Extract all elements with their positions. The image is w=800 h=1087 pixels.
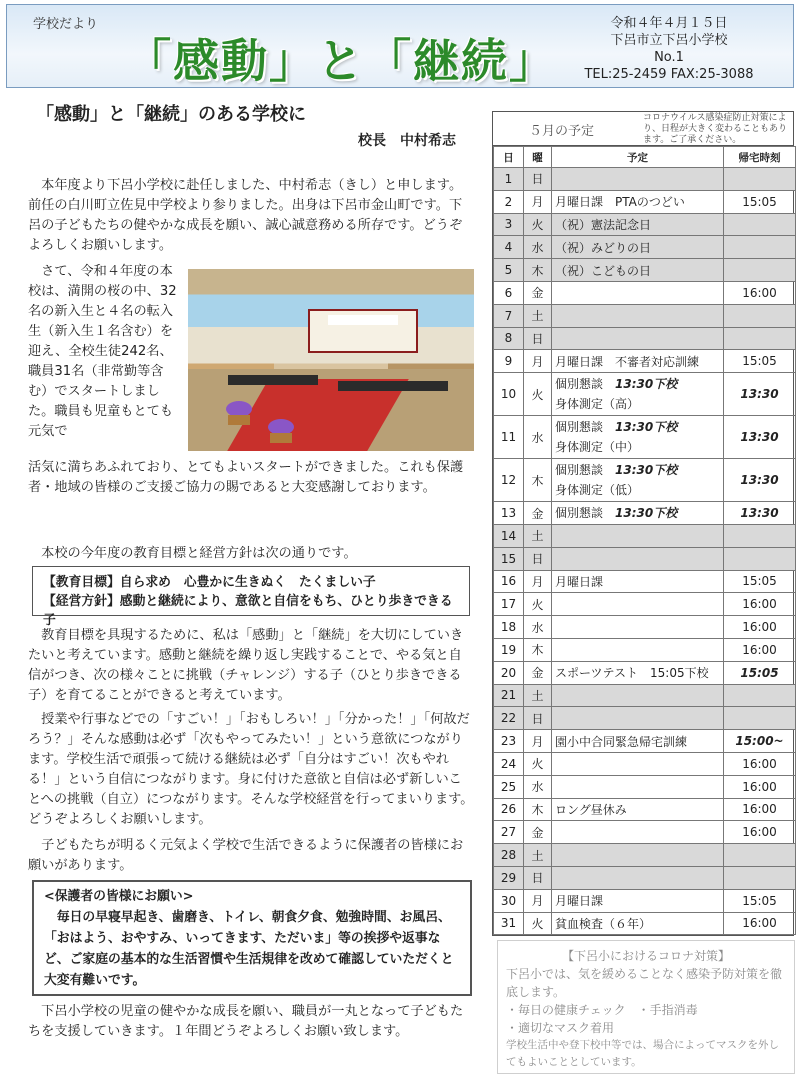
schedule-row: [494, 373, 796, 416]
schedule-return-time: [724, 524, 796, 547]
schedule-weekday: 木: [524, 798, 552, 821]
col-return-time: 帰宅時刻: [724, 147, 796, 168]
schedule-plan: （祝）こどもの日: [552, 259, 724, 282]
schedule-day: 28: [494, 844, 524, 867]
schedule-return-time: [724, 707, 796, 730]
schedule-return-time: 16:00: [724, 752, 796, 775]
education-goal-box: [32, 566, 470, 628]
schedule-row: [494, 327, 796, 350]
photo-banner: [328, 315, 398, 325]
schedule-day: 22: [494, 707, 524, 730]
schedule-plan: 園小中合同緊急帰宅訓練: [552, 730, 724, 753]
schedule-weekday: 月: [524, 570, 552, 593]
contact-info: TEL:25-2459 FAX:25-3088: [584, 67, 754, 82]
schedule-plan: [552, 593, 724, 616]
schedule-weekday: 火: [524, 373, 552, 416]
schedule-day: 12: [494, 459, 524, 502]
schedule-plan: スポーツテスト 15:05下校: [552, 661, 724, 684]
schedule-plan: [552, 502, 724, 525]
schedule-weekday: 月: [524, 889, 552, 912]
schedule-note: コロナウイルス感染症防止対策により、日程が大きく変わることもあります。ご了承ください。: [643, 113, 788, 145]
schedule-row: [494, 259, 796, 282]
schedule-weekday: 日: [524, 168, 552, 191]
schedule-weekday: 金: [524, 821, 552, 844]
col-plan: 予定: [552, 147, 724, 168]
schedule-return-time: 13:30: [724, 416, 796, 459]
schedule-plan-line: [555, 374, 720, 394]
schedule-row: [494, 616, 796, 639]
paragraph-closing: 下呂小学校の児童の健やかな成長を願い、職員が一丸となって子どもたちを支援していきます。１年間どうぞよろしくお願い致します。: [28, 1004, 464, 1039]
schedule-return-time: [724, 304, 796, 327]
schedule-day: 24: [494, 752, 524, 775]
schedule-day: 11: [494, 416, 524, 459]
schedule-return-time: 15:05: [724, 350, 796, 373]
schedule-header: [493, 112, 793, 146]
schedule-row: [494, 570, 796, 593]
schedule-day: 25: [494, 775, 524, 798]
may-schedule: [492, 111, 794, 936]
schedule-day: 16: [494, 570, 524, 593]
schedule-return-time: 15:00~: [724, 730, 796, 753]
schedule-return-time: 15:05: [724, 661, 796, 684]
schedule-day: 30: [494, 889, 524, 912]
schedule-return-time: [724, 684, 796, 707]
entrance-ceremony-photo: [188, 269, 474, 451]
schedule-rows: [494, 168, 796, 935]
management-policy: 【経営方針】感動と継続により、意欲と自信をもち、ひとり歩きできる子: [43, 594, 453, 628]
schedule-weekday: 火: [524, 593, 552, 616]
corona-measures-box: [497, 940, 795, 1074]
schedule-plan: [552, 304, 724, 327]
schedule-day: 13: [494, 502, 524, 525]
schedule-plan: [552, 327, 724, 350]
schedule-weekday: 水: [524, 416, 552, 459]
schedule-row: [494, 889, 796, 912]
schedule-row: [494, 416, 796, 459]
schedule-table: [493, 146, 796, 935]
schedule-plan-text: 個別懇談: [555, 506, 604, 521]
schedule-day: 29: [494, 866, 524, 889]
schedule-plan: [552, 844, 724, 867]
paragraph-start-wrap: さて、令和４年度の本校は、満開の桜の中、32名の新入生と４名の転入生（新入生１名含む）を迎え、全校生徒242名、職員31名（非常勤等含む）でスタートしました。職員も児童もとても元気で: [28, 264, 177, 439]
schedule-plan-line: [555, 503, 720, 523]
newsletter-kicker: 学校だより: [33, 17, 99, 32]
schedule-row: [494, 775, 796, 798]
schedule-row: [494, 730, 796, 753]
schedule-weekday: 水: [524, 616, 552, 639]
corona-item-2: ・適切なマスク着用: [506, 1021, 615, 1035]
schedule-day: 27: [494, 821, 524, 844]
schedule-return-time: 16:00: [724, 798, 796, 821]
schedule-plan: [552, 373, 724, 416]
schedule-row: [494, 524, 796, 547]
schedule-weekday: 月: [524, 350, 552, 373]
photo-students-row: [338, 381, 448, 391]
schedule-plan: （祝）憲法記念日: [552, 213, 724, 236]
schedule-weekday: 土: [524, 304, 552, 327]
schedule-weekday: 金: [524, 661, 552, 684]
schedule-return-time: [724, 259, 796, 282]
schedule-plan: [552, 821, 724, 844]
schedule-row: [494, 281, 796, 304]
schedule-day: 18: [494, 616, 524, 639]
schedule-row: [494, 236, 796, 259]
issue-number: No.1: [654, 50, 684, 65]
schedule-return-time: [724, 547, 796, 570]
schedule-weekday: 月: [524, 730, 552, 753]
newsletter-header: [6, 4, 794, 88]
schedule-return-time: 16:00: [724, 593, 796, 616]
schedule-row: [494, 752, 796, 775]
schedule-weekday: 木: [524, 638, 552, 661]
schedule-plan: [552, 752, 724, 775]
newsletter-title: 「感動」と「継続」: [125, 34, 557, 88]
schedule-row: [494, 547, 796, 570]
parent-request-box: [32, 880, 472, 996]
schedule-day: 6: [494, 281, 524, 304]
schedule-weekday: 金: [524, 502, 552, 525]
schedule-plan: [552, 281, 724, 304]
schedule-return-time: [724, 866, 796, 889]
schedule-row: [494, 912, 796, 935]
schedule-plan: [552, 416, 724, 459]
schedule-weekday: 水: [524, 236, 552, 259]
schedule-row: [494, 707, 796, 730]
corona-title: 【下呂小におけるコロナ対策】: [561, 949, 730, 963]
schedule-return-time: 13:30: [724, 373, 796, 416]
schedule-weekday: 月: [524, 190, 552, 213]
schedule-day: 31: [494, 912, 524, 935]
schedule-weekday: 火: [524, 752, 552, 775]
schedule-day: 19: [494, 638, 524, 661]
corona-item-1: ・毎日の健康チェック ・手指消毒: [506, 1003, 698, 1017]
schedule-day: 15: [494, 547, 524, 570]
schedule-row: [494, 593, 796, 616]
education-goal: 【教育目標】自ら求め 心豊かに生きぬく たくましい子: [43, 575, 376, 590]
schedule-row: [494, 459, 796, 502]
schedule-row: [494, 638, 796, 661]
schedule-return-time: 15:05: [724, 190, 796, 213]
schedule-weekday: 木: [524, 459, 552, 502]
col-day: 日: [494, 147, 524, 168]
schedule-plan: [552, 524, 724, 547]
schedule-dismissal-time: 13:30下校: [615, 463, 678, 478]
schedule-row: [494, 821, 796, 844]
schedule-plan-text: 個別懇談: [555, 377, 604, 392]
schedule-row: [494, 350, 796, 373]
schedule-plan-line-2: 身体測定（中）: [555, 440, 640, 455]
schedule-return-time: 16:00: [724, 638, 796, 661]
schedule-row: [494, 684, 796, 707]
schedule-weekday: 日: [524, 866, 552, 889]
schedule-day: 17: [494, 593, 524, 616]
schedule-title: ５月の予定: [529, 124, 595, 139]
issue-info: [569, 15, 769, 83]
schedule-return-time: 13:30: [724, 502, 796, 525]
paragraph-kando-keizoku: 教育目標を具現するために、私は「感動」と「継続」を大切にしていきたいと考えています。感動と継続を繰り返し実践することで、やる気と自信がつき、次の様々ことに挑戦（チャレンジ）する子（ひとり歩きできる子）を育てることができると考えています。: [28, 628, 464, 703]
schedule-plan-text: 個別懇談: [555, 420, 604, 435]
schedule-return-time: 13:30: [724, 459, 796, 502]
schedule-return-time: [724, 327, 796, 350]
schedule-plan: [552, 684, 724, 707]
schedule-weekday: 土: [524, 524, 552, 547]
schedule-plan-line: [555, 417, 720, 437]
schedule-day: 26: [494, 798, 524, 821]
photo-flower-pot: [228, 415, 250, 425]
paragraph-intro: 本年度より下呂小学校に赴任しました、中村希志（きし）と申します。前任の白川町立佐見中学校より参りました。出身は下呂市金山町です。下呂の子どもたちの健やかな成長を願い、誠心誠意務める所存です。どうぞよろしくお願いします。: [28, 178, 463, 253]
schedule-day: 7: [494, 304, 524, 327]
schedule-row: [494, 304, 796, 327]
schedule-return-time: 16:00: [724, 775, 796, 798]
photo-flower-pot: [270, 433, 292, 443]
schedule-plan: [552, 616, 724, 639]
schedule-day: 10: [494, 373, 524, 416]
schedule-weekday: 土: [524, 684, 552, 707]
schedule-day: 20: [494, 661, 524, 684]
schedule-row: [494, 844, 796, 867]
schedule-plan-line-2: 身体測定（低）: [555, 483, 640, 498]
schedule-row: [494, 798, 796, 821]
schedule-plan: ロング昼休み: [552, 798, 724, 821]
schedule-return-time: 15:05: [724, 889, 796, 912]
paragraph-start-cont: 活気に満ちあふれており、とてもよいスタートができました。これも保護者・地域の皆様のご支援ご協力の賜であると大変感謝しております。: [28, 460, 464, 495]
schedule-day: 4: [494, 236, 524, 259]
schedule-plan: 月曜日課: [552, 889, 724, 912]
schedule-return-time: [724, 236, 796, 259]
schedule-weekday: 日: [524, 547, 552, 570]
schedule-return-time: 16:00: [724, 912, 796, 935]
schedule-row: [494, 866, 796, 889]
schedule-plan: [552, 547, 724, 570]
schedule-weekday: 土: [524, 844, 552, 867]
schedule-row: [494, 213, 796, 236]
schedule-weekday: 日: [524, 327, 552, 350]
article-author: 校長 中村希志: [358, 133, 456, 149]
parent-request-body: 毎日の早寝早起き、歯磨き、トイレ、朝食夕食、勉強時間、お風呂、「おはよう、おやすみ、いってきます、ただいま」等の挨拶や返事など、ご家庭の基本的な生活習慣や生活規律を改めて確認していただくと大変有難いです。: [44, 910, 454, 988]
paragraph-goals-lead: 本校の今年度の教育目標と経営方針は次の通りです。: [28, 546, 357, 561]
schedule-plan: [552, 775, 724, 798]
parent-request-heading: <保護者の皆様にお願い>: [44, 889, 194, 904]
schedule-plan-text: 個別懇談: [555, 463, 604, 478]
schedule-plan-line-2: 身体測定（高）: [555, 397, 640, 412]
photo-students-row: [228, 375, 318, 385]
schedule-plan: [552, 168, 724, 191]
schedule-return-time: [724, 168, 796, 191]
schedule-row: [494, 190, 796, 213]
schedule-weekday: 金: [524, 281, 552, 304]
schedule-weekday: 日: [524, 707, 552, 730]
schedule-return-time: 16:00: [724, 281, 796, 304]
schedule-column-headers: [494, 147, 796, 168]
corona-lead: 下呂小では、気を緩めることなく感染予防対策を徹底します。: [506, 967, 783, 999]
schedule-day: 1: [494, 168, 524, 191]
school-name: 下呂市立下呂小学校: [610, 33, 728, 48]
schedule-plan: 月曜日課: [552, 570, 724, 593]
schedule-row: [494, 502, 796, 525]
schedule-weekday: 木: [524, 259, 552, 282]
schedule-day: 21: [494, 684, 524, 707]
col-weekday: 曜: [524, 147, 552, 168]
schedule-day: 8: [494, 327, 524, 350]
schedule-day: 3: [494, 213, 524, 236]
schedule-day: 2: [494, 190, 524, 213]
schedule-day: 23: [494, 730, 524, 753]
schedule-plan: 貧血検査（６年）: [552, 912, 724, 935]
paragraph-motivation: 授業や行事などでの「すごい！」「おもしろい！」「分かった！」「何故だろう？」そんな感動は必ず「次もやってみたい！」という意欲につながります。学校生活で頑張って続ける継続は必ず「自分はすごい！次もやれる！」という自信につながります。身に付けた意欲と自信は必ず新しいことへの挑戦（自立）につながります。そんな学校経営を行ってまいります。どうぞよろしくお願いします。: [28, 712, 474, 827]
schedule-dismissal-time: 13:30下校: [615, 420, 678, 435]
paragraph-request-lead: 子どもたちが明るく元気よく学校で生活できるように保護者の皆様にお願いがあります。: [28, 838, 464, 873]
schedule-plan: [552, 866, 724, 889]
schedule-day: 9: [494, 350, 524, 373]
schedule-return-time: [724, 844, 796, 867]
schedule-weekday: 水: [524, 775, 552, 798]
schedule-weekday: 火: [524, 213, 552, 236]
schedule-row: [494, 661, 796, 684]
schedule-plan: [552, 459, 724, 502]
schedule-plan: （祝）みどりの日: [552, 236, 724, 259]
schedule-return-time: 16:00: [724, 616, 796, 639]
schedule-return-time: [724, 213, 796, 236]
article-title: 「感動」と「継続」のある学校に: [36, 104, 306, 125]
schedule-dismissal-time: 13:30下校: [615, 377, 678, 392]
schedule-return-time: 16:00: [724, 821, 796, 844]
schedule-plan: [552, 638, 724, 661]
schedule-plan: 月曜日課 PTAのつどい: [552, 190, 724, 213]
corona-note: 学校生活中や登下校中等では、場合によってマスクを外してもよいこととしています。: [506, 1039, 779, 1068]
schedule-plan: 月曜日課 不審者対応訓練: [552, 350, 724, 373]
schedule-return-time: 15:05: [724, 570, 796, 593]
schedule-plan: [552, 707, 724, 730]
schedule-day: 14: [494, 524, 524, 547]
schedule-day: 5: [494, 259, 524, 282]
schedule-row: [494, 168, 796, 191]
schedule-dismissal-time: 13:30下校: [615, 506, 678, 521]
schedule-weekday: 火: [524, 912, 552, 935]
issue-date: 令和４年４月１５日: [610, 16, 728, 31]
schedule-plan-line: [555, 460, 720, 480]
